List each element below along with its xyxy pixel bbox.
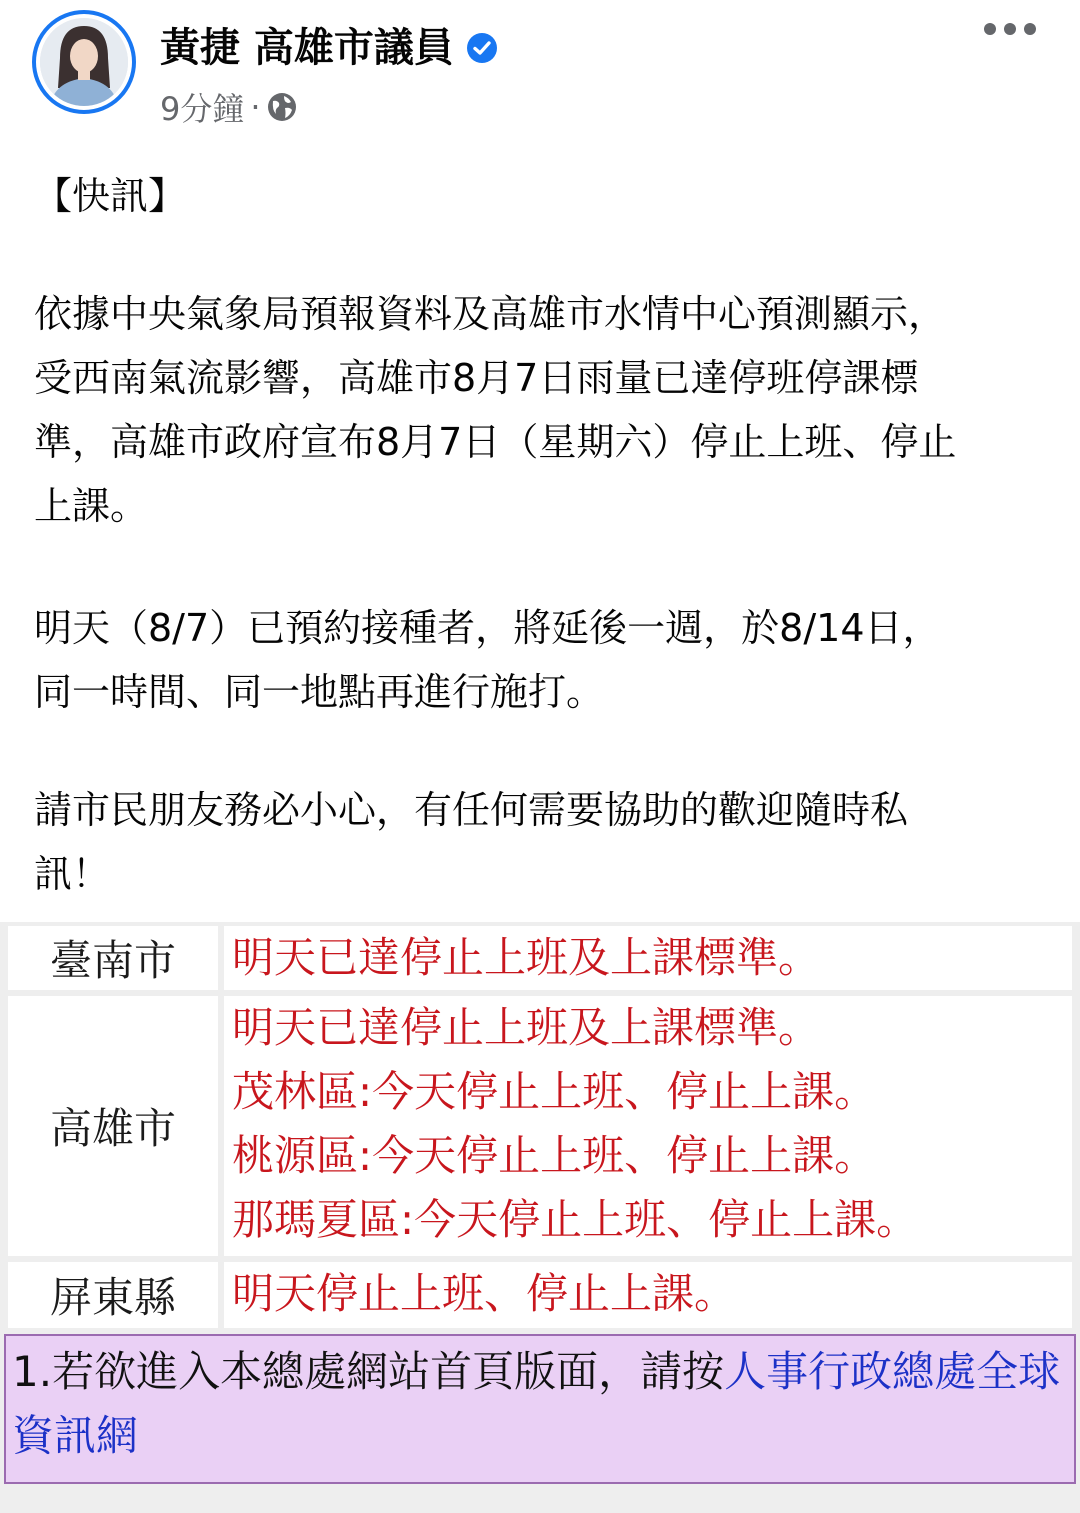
post-text-line: 受西南氣流影響，高雄市8月7日雨量已達停班停課標 <box>34 356 919 400</box>
city-name: 臺南市 <box>49 936 176 985</box>
table-notes-cell <box>224 996 1072 1256</box>
profile-avatar[interactable] <box>32 10 136 114</box>
post-text-line: 訊！ <box>34 852 111 896</box>
page-name-row <box>160 14 498 74</box>
notice-line: 桃源區:今天停止上班、停止上課。 <box>232 1131 877 1180</box>
table-city-cell <box>8 996 218 1256</box>
post-meta <box>160 84 297 130</box>
dgpa-website-link[interactable]: 人事行政總處全球資訊網 <box>12 1347 1061 1460</box>
city-name: 高雄市 <box>49 1104 176 1153</box>
notice-line: 茂林區:今天停止上班、停止上課。 <box>232 1067 877 1116</box>
table-city-cell <box>8 1262 218 1328</box>
table-footer-note <box>4 1334 1076 1484</box>
post-text-line: 同一時間、同一地點再進行施打。 <box>34 670 605 714</box>
table-notes-cell <box>224 1262 1072 1328</box>
post-text-line: 上課。 <box>34 484 149 528</box>
post-text-line: 依據中央氣象局預報資料及高雄市水情中心預測顯示， <box>34 292 947 336</box>
table-city-cell <box>8 926 218 990</box>
post-time[interactable]: 9分鐘 <box>160 90 245 128</box>
post-text-line: 明天（8/7）已預約接種者，將延後一週，於8/14日， <box>34 606 941 650</box>
post-text-line: 準，高雄市政府宣布8月7日（星期六）停止上班、停止 <box>34 420 957 464</box>
city-name: 屏東縣 <box>49 1273 176 1322</box>
globe-icon <box>267 92 297 122</box>
post-text-line: 請市民朋友務必小心，有任何需要協助的歡迎隨時私 <box>34 788 909 832</box>
table-notes-cell <box>224 926 1072 990</box>
avatar-photo <box>40 18 128 106</box>
notice-line: 明天已達停止上班及上課標準。 <box>232 933 821 982</box>
more-options-icon[interactable] <box>984 14 1036 44</box>
page-name[interactable]: 黃捷 高雄市議員 <box>160 24 454 71</box>
footer-text: 1.若欲進入本總處網站首頁版面，請按 <box>12 1347 725 1396</box>
post-text-line: 【快訊】 <box>34 174 187 218</box>
meta-separator: · <box>250 88 261 126</box>
notice-line: 明天停止上班、停止上課。 <box>232 1269 737 1318</box>
notice-line: 那瑪夏區:今天停止上班、停止上課。 <box>232 1195 919 1244</box>
verified-badge-icon <box>466 28 498 60</box>
notice-line: 明天已達停止上班及上課標準。 <box>232 1003 821 1052</box>
